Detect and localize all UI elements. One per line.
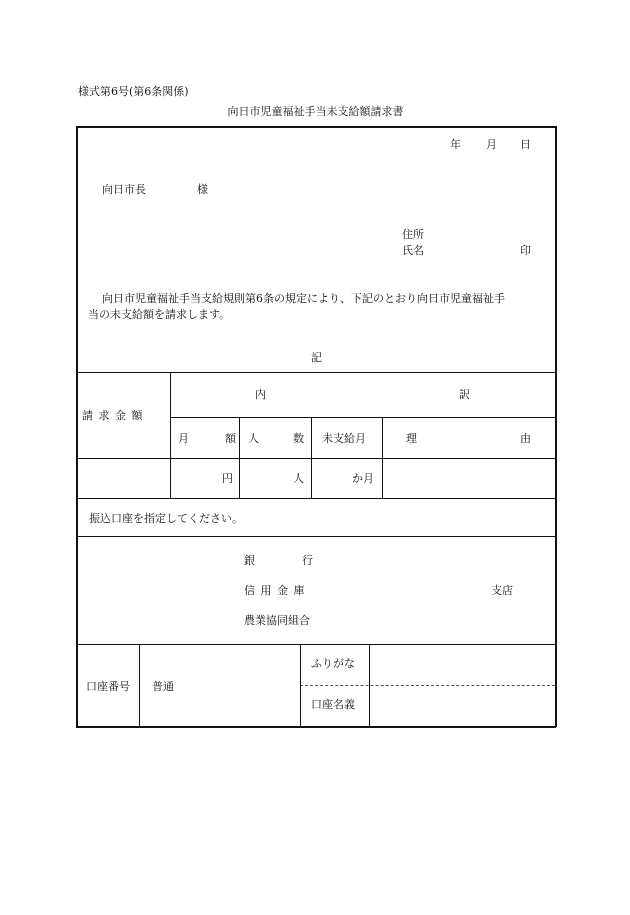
form-number: 様式第6号(第6条関係) bbox=[78, 85, 189, 98]
col-count: 数 bbox=[293, 432, 304, 445]
unit-yen: 円 bbox=[222, 472, 233, 485]
date-month-label: 月 bbox=[486, 138, 497, 151]
address-label: 住所 bbox=[402, 228, 424, 241]
date-day-label: 日 bbox=[520, 138, 531, 151]
col-amount: 額 bbox=[225, 432, 236, 445]
bank-label-1: 銀 bbox=[244, 554, 255, 567]
col-people: 人 bbox=[248, 432, 259, 445]
breakdown-right-label: 訳 bbox=[459, 388, 470, 401]
account-number-label: 口座番号 bbox=[86, 680, 130, 693]
claim-amount-label: 請 求 金 額 bbox=[82, 409, 144, 422]
col-reason-left: 理 bbox=[406, 432, 417, 445]
document-title: 向日市児童福祉手当未支給額請求書 bbox=[227, 105, 404, 118]
addressee-honorific: 様 bbox=[197, 183, 208, 196]
body-text-line1: 向日市児童福祉手当支給規則第6条の規定により、下記のとおり向日市児童福祉手 bbox=[102, 292, 505, 305]
col-month: 月 bbox=[178, 432, 189, 445]
breakdown-left-label: 内 bbox=[255, 388, 266, 401]
body-text-line2: 当の未支給額を請求します。 bbox=[88, 308, 231, 321]
ki-heading: 記 bbox=[311, 351, 322, 364]
furigana-label: ふりがな bbox=[311, 657, 355, 670]
date-year-label: 年 bbox=[450, 138, 461, 151]
col-reason-right: 由 bbox=[520, 432, 531, 445]
branch-label: 支店 bbox=[491, 584, 513, 597]
col-unpaid-months: 未支給月 bbox=[322, 432, 366, 445]
account-type-value: 普通 bbox=[152, 680, 174, 693]
credit-union-label: 信 用 金 庫 bbox=[244, 584, 306, 597]
bank-label-2: 行 bbox=[302, 554, 313, 567]
transfer-instruction: 振込口座を指定してください。 bbox=[89, 512, 243, 525]
addressee-name: 向日市長 bbox=[102, 183, 146, 196]
agri-coop-label: 農業協同組合 bbox=[244, 614, 310, 627]
seal-mark: 印 bbox=[520, 244, 531, 257]
account-holder-label: 口座名義 bbox=[311, 698, 355, 711]
name-label: 氏名 bbox=[402, 244, 424, 257]
unit-months: か月 bbox=[352, 472, 374, 485]
unit-people: 人 bbox=[293, 472, 304, 485]
